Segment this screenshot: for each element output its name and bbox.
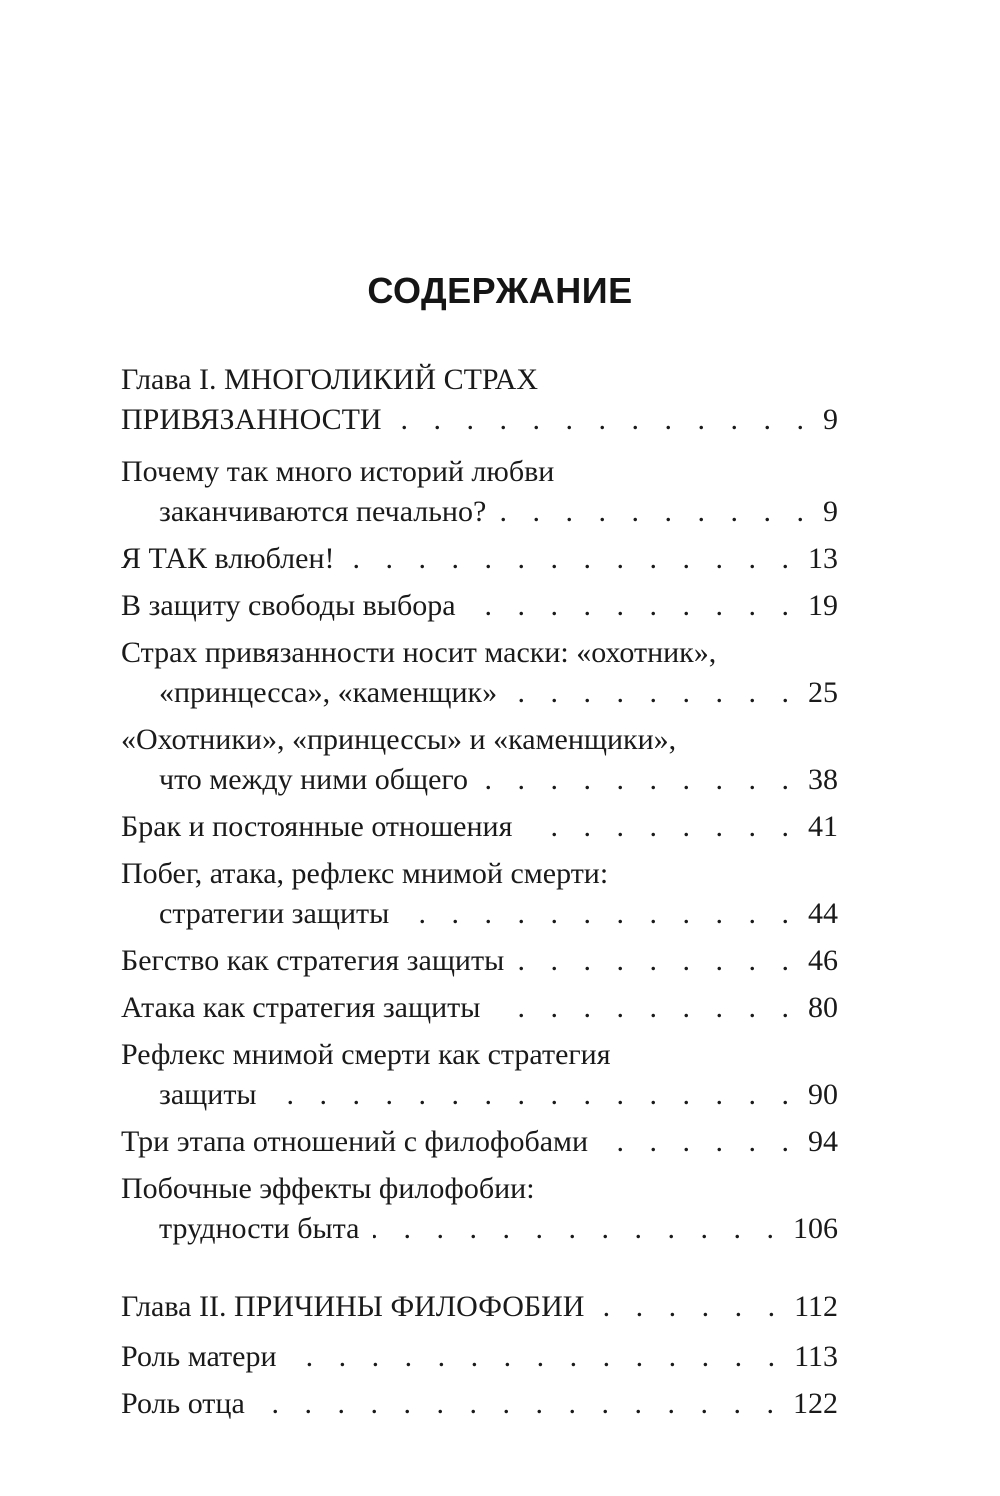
toc-entry-title: Роль матери bbox=[121, 1340, 277, 1373]
toc-entry-title: В защиту свободы выбора bbox=[121, 589, 456, 622]
dot-leader bbox=[526, 807, 798, 847]
toc-entry-line bbox=[121, 539, 838, 579]
dot-leader bbox=[291, 1337, 785, 1377]
toc-entry-line bbox=[121, 1122, 838, 1162]
toc-entry-title: Глава I. МНОГОЛИКИЙ СТРАХ bbox=[121, 363, 539, 396]
toc-entry[interactable] bbox=[121, 1035, 838, 1115]
toc-entry-title: Роль отца bbox=[121, 1387, 245, 1420]
toc-entry-title: защиты bbox=[159, 1078, 257, 1111]
toc-entry-line bbox=[121, 760, 838, 800]
toc-page-number: 80 bbox=[808, 991, 838, 1024]
toc-entry-title: Рефлекс мнимой смерти как стратегия bbox=[121, 1038, 611, 1071]
toc-entry-line bbox=[121, 1075, 838, 1115]
toc-entry-line bbox=[121, 586, 838, 626]
dot-leader bbox=[598, 1287, 784, 1327]
toc-entry[interactable] bbox=[121, 633, 838, 713]
toc-page-number: 113 bbox=[794, 1340, 838, 1373]
toc-entry-title: Побег, атака, рефлекс мнимой смерти: bbox=[121, 857, 609, 890]
dot-leader bbox=[511, 673, 798, 713]
toc-page-number: 13 bbox=[808, 542, 838, 575]
toc-entry[interactable] bbox=[121, 1337, 838, 1377]
toc-entry-title: заканчиваются печально? bbox=[159, 495, 487, 528]
toc-entry[interactable] bbox=[121, 586, 838, 626]
toc-page-number: 19 bbox=[808, 589, 838, 622]
toc-entry-line bbox=[121, 720, 838, 760]
dot-leader bbox=[271, 1075, 798, 1115]
toc-entry-title: Атака как стратегия защиты bbox=[121, 991, 481, 1024]
toc-entry-title: стратегии защиты bbox=[159, 897, 390, 930]
toc-entry[interactable] bbox=[121, 452, 838, 532]
toc-page-number: 122 bbox=[793, 1387, 838, 1420]
toc-page-number: 41 bbox=[808, 810, 838, 843]
toc-page-number: 9 bbox=[823, 403, 838, 436]
toc-entry-line bbox=[121, 941, 838, 981]
toc-entry-line bbox=[121, 1287, 838, 1327]
toc-page-number: 106 bbox=[793, 1212, 838, 1245]
toc-page-number: 94 bbox=[808, 1125, 838, 1158]
dot-leader bbox=[373, 1209, 783, 1249]
toc-entry-line bbox=[121, 1035, 838, 1075]
toc-entry-title: Страх привязанности носит маски: «охотник», bbox=[121, 636, 717, 669]
toc-chapter-entry[interactable] bbox=[121, 360, 838, 440]
toc-entry[interactable] bbox=[121, 941, 838, 981]
toc-entry[interactable] bbox=[121, 1169, 838, 1249]
toc-entry-line bbox=[121, 1169, 838, 1209]
page-title: СОДЕРЖАНИЕ bbox=[367, 270, 633, 311]
toc-entry-line bbox=[121, 633, 838, 673]
toc-entry-title: «Охотники», «принцессы» и «каменщики», bbox=[121, 723, 677, 756]
toc-entry[interactable] bbox=[121, 539, 838, 579]
dot-leader bbox=[396, 400, 813, 440]
toc-entry-title: Я ТАК влюблен! bbox=[121, 542, 335, 575]
toc-entry-line bbox=[121, 360, 838, 400]
toc-entry[interactable] bbox=[121, 1384, 838, 1424]
dot-leader bbox=[500, 492, 813, 532]
toc-page-number: 46 bbox=[808, 944, 838, 977]
toc-entry[interactable] bbox=[121, 720, 838, 800]
toc-entry[interactable] bbox=[121, 988, 838, 1028]
toc-page-number: 9 bbox=[823, 495, 838, 528]
toc-entry-line bbox=[121, 988, 838, 1028]
toc-entry-line bbox=[121, 1384, 838, 1424]
toc-chapter-entry[interactable] bbox=[121, 1287, 838, 1327]
toc-page-number: 112 bbox=[794, 1290, 838, 1323]
toc-entry[interactable] bbox=[121, 1122, 838, 1162]
toc-entry[interactable] bbox=[121, 854, 838, 934]
toc-page-number: 38 bbox=[808, 763, 838, 796]
toc-entry-line bbox=[121, 1209, 838, 1249]
toc-entry-line bbox=[121, 673, 838, 713]
toc-entry-line bbox=[121, 807, 838, 847]
toc-page-number: 44 bbox=[808, 897, 838, 930]
toc-page-number: 25 bbox=[808, 676, 838, 709]
toc-entry-title: Бегство как стратегия защиты bbox=[121, 944, 505, 977]
toc-entry-title: «принцесса», «каменщик» bbox=[159, 676, 498, 709]
dot-leader bbox=[602, 1122, 798, 1162]
dot-leader bbox=[349, 539, 798, 579]
toc-entry-line bbox=[121, 492, 838, 532]
toc-entry-title: что между ними общего bbox=[159, 763, 468, 796]
toc-entry-title: Три этапа отношений с филофобами bbox=[121, 1125, 589, 1158]
dot-leader bbox=[470, 586, 798, 626]
toc-entry-line bbox=[121, 854, 838, 894]
toc-entry-line bbox=[121, 452, 838, 492]
table-of-contents bbox=[121, 360, 838, 1431]
toc-entry-title: Брак и постоянные отношения bbox=[121, 810, 513, 843]
dot-leader bbox=[518, 941, 798, 981]
dot-leader bbox=[494, 988, 798, 1028]
toc-entry-title: Глава II. ПРИЧИНЫ ФИЛОФОБИИ bbox=[121, 1290, 585, 1323]
dot-leader bbox=[482, 760, 798, 800]
dot-leader bbox=[403, 894, 798, 934]
toc-entry-line bbox=[121, 400, 838, 440]
toc-page-number: 90 bbox=[808, 1078, 838, 1111]
toc-entry[interactable] bbox=[121, 807, 838, 847]
toc-entry-title: Почему так много историй любви bbox=[121, 455, 555, 488]
toc-entry-title: трудности быта bbox=[159, 1212, 360, 1245]
toc-entry-line bbox=[121, 894, 838, 934]
dot-leader bbox=[259, 1384, 783, 1424]
toc-entry-line bbox=[121, 1337, 838, 1377]
toc-entry-title: ПРИВЯЗАННОСТИ bbox=[121, 403, 382, 436]
toc-entry-title: Побочные эффекты филофобии: bbox=[121, 1172, 535, 1205]
